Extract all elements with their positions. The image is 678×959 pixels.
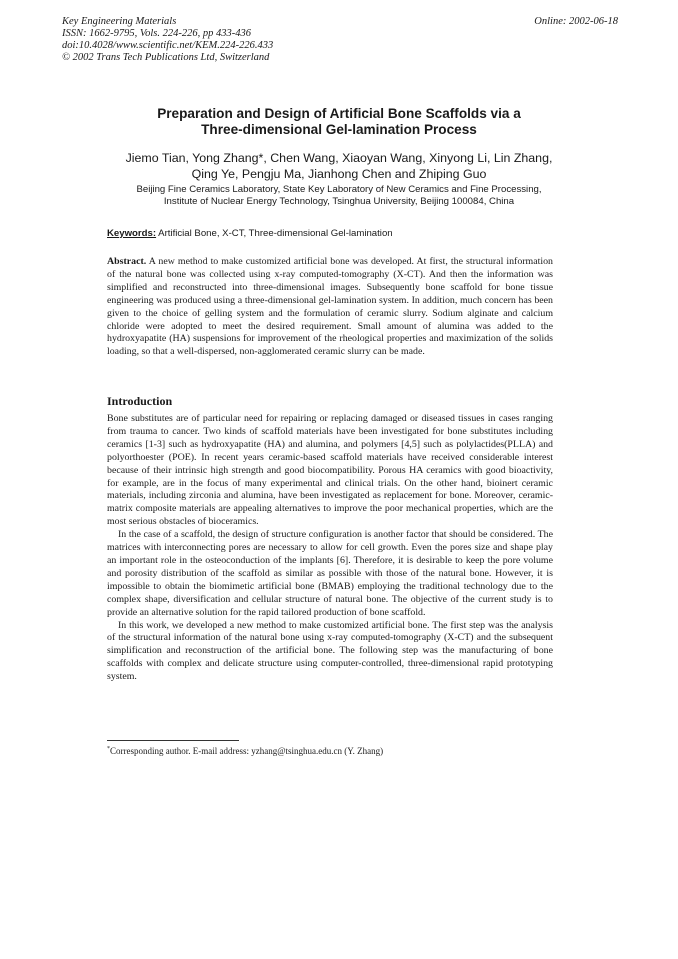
journal-name: Key Engineering Materials	[62, 16, 177, 27]
keywords-text: Artificial Bone, X-CT, Three-dimensional Gel-lamination	[156, 228, 393, 239]
intro-paragraph-2: In the case of a scaffold, the design of structure configuration is another factor that should be considered. The matrices with interconnecting pores are necessary to allow for cell growth. Even the pores size and shape play an important role in the osteoconduction of the implants [6]. Therefore, it is desirable to keep the pore volume and porosity distribution of the scaffold as similar as possible with those of the natural bone. However, it is impossible to obtain the biomimetic artificial bone (BMAB) employing the traditional technology due to the complex shape, diversification and cellular structure of natural bone. The objective of the current study is to provide an alternative solution for the rapid tailored production of bone scaffold.	[107, 529, 553, 618]
abstract-label: Abstract.	[107, 256, 147, 267]
footnote-divider	[107, 740, 239, 741]
paper-title	[60, 106, 618, 138]
footnote	[107, 744, 383, 757]
footnote-mark: *	[107, 746, 110, 752]
issn-line: ISSN: 1662-9795, Vols. 224-226, pp 433-436	[62, 28, 251, 39]
intro-paragraph-1: Bone substitutes are of particular need for repairing or replacing damaged or diseased tissues in cases ranging from trauma to cancer. Two kinds of scaffold materials have been investigated for bone substitutes including ceramics [1-3] such as hydroxyapatite (HA) and alumina, and polymers [4,5] such as polylactides(PLLA) and polyorthoester (POE). In recent years ceramic-based scaffold materials have received considerable interest because of their intrinsic high strength and good biocompatibility. Porous HA ceramics with good bioactivity, for example, are in the focus of many experimental and clinical trials. On the other hand, bioinert ceramic materials, including zirconia and alumina, have been investigated as replacement for bone. Moreover, ceramic-matrix composite materials are appealing alternatives to improve the poor mechanical properties, which are the most serious obstacles of bioceramics.	[107, 413, 553, 528]
abstract-text: A new method to make customized artificial bone was developed. At first, the structural information of the natural bone was collected using x-ray computed-tomography (X-CT). And then the information was simplified and reconstructed into three-dimensional images. Subsequently bone scaffold for bone tissue engineering was produced using a three-dimensional gel-lamination system. In addition, much concern has been given to the choice of gelling system and the formulation of ceramic slurry. Sodium alginate and calcium chloride were adopted to meet the desired requirement. Small amount of alumina was added to the hydroxyapatite (HA) suspensions for improvement of the rheological properties and maximization of the solids loading, so that a well-dispersed, non-agglomerated ceramic slurry can be made.	[107, 256, 553, 358]
authors-line-1: Jiemo Tian, Yong Zhang*, Chen Wang, Xiaoyan Wang, Xinyong Li, Lin Zhang,	[125, 151, 553, 165]
affiliation	[60, 184, 618, 208]
introduction-heading: Introduction	[107, 394, 173, 408]
footnote-text: Corresponding author. E-mail address: yzhang@tsinghua.edu.cn (Y. Zhang)	[110, 746, 384, 756]
journal-header	[62, 16, 273, 64]
author-list	[60, 150, 618, 182]
introduction-body	[107, 413, 553, 684]
affiliation-line-2: Institute of Nuclear Energy Technology, Tsinghua University, Beijing 100084, China	[163, 196, 515, 207]
doi-line: doi:10.4028/www.scientific.net/KEM.224-226.433	[62, 40, 274, 51]
title-line-2: Three-dimensional Gel-lamination Process	[201, 122, 477, 137]
authors-line-2: Qing Ye, Pengju Ma, Jianhong Chen and Zhiping Guo	[191, 167, 487, 181]
intro-paragraph-3: In this work, we developed a new method to make customized artificial bone. The first step was the analysis of the structural information of the natural bone using x-ray computed-tomography (X-CT) and the subsequent simplification and reconstruction of the artificial bone. The following step was the manufacturing of bone scaffolds with complex and delicate structure using computer-controlled, three-dimensional rapid prototyping system.	[107, 619, 553, 683]
copyright-line: © 2002 Trans Tech Publications Ltd, Switzerland	[62, 52, 270, 63]
online-date: Online: 2002-06-18	[534, 16, 618, 27]
keywords-label: Keywords:	[107, 228, 157, 239]
title-line-1: Preparation and Design of Artificial Bone Scaffolds via a	[157, 106, 521, 121]
abstract	[107, 256, 553, 359]
keywords	[107, 228, 393, 240]
affiliation-line-1: Beijing Fine Ceramics Laboratory, State Key Laboratory of New Ceramics and Fine Processing,	[136, 184, 542, 195]
